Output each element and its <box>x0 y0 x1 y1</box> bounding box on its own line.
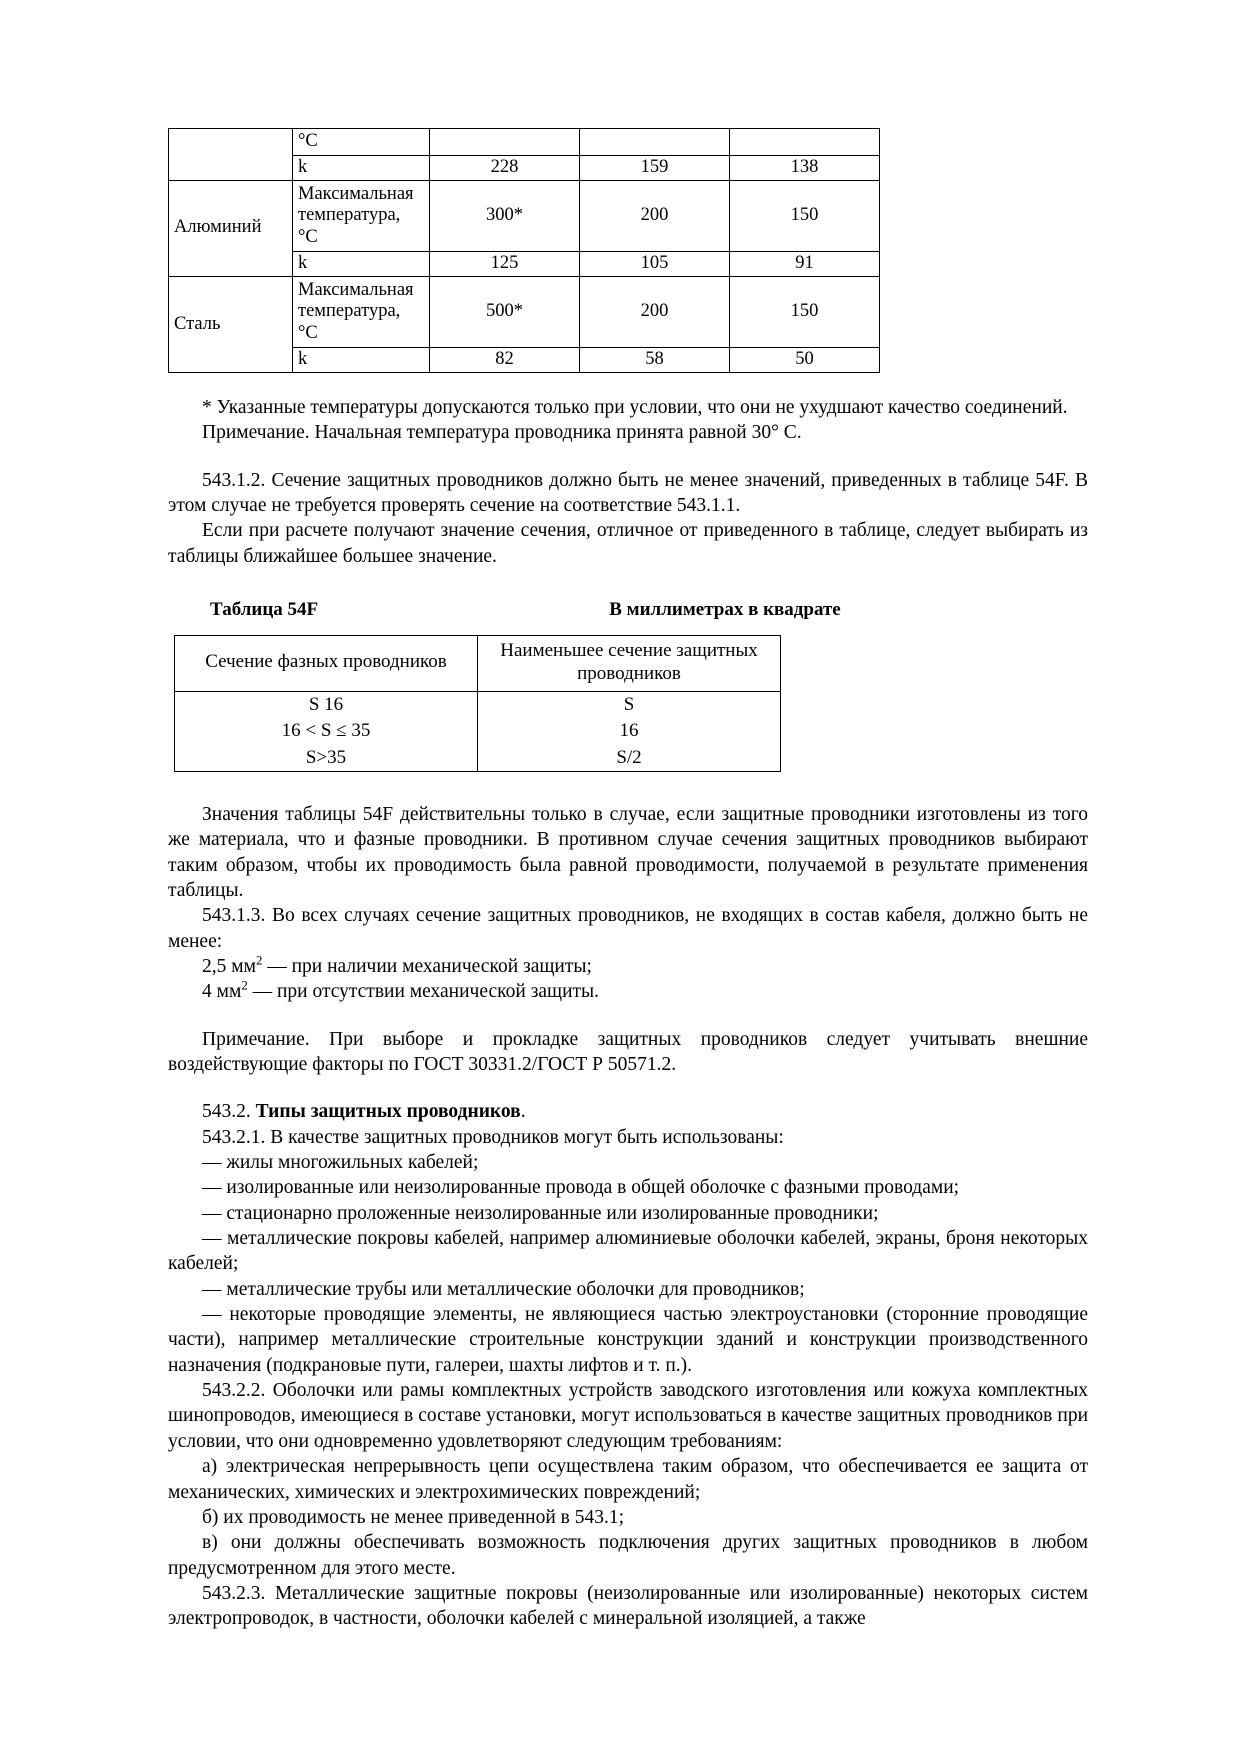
footnote-asterisk: * Указанные температуры допускаются только при условии, что они не ухудшают качество соединений. <box>202 397 1068 419</box>
list-item: — металлические покровы кабелей, например алюминиевые оболочки кабелей, экраны, броня некоторых кабелей; <box>168 1228 1088 1275</box>
value-cell: 200 <box>580 180 730 251</box>
minimum-section-item-2 <box>168 979 1088 1004</box>
table-54f-title: Таблица 54F <box>210 599 319 621</box>
value-cell: 82 <box>430 348 580 373</box>
list-item: — некоторые проводящие элементы, не являющиеся частью электроустановки (сторонние проводящие части), например металлические строительные конструкции зданий и конструкции производственного назначения (подкрановые пути, галереи, шахты лифтов и т. п.). <box>168 1304 1088 1376</box>
value-cell: 200 <box>580 276 730 347</box>
material-cell-steel: Сталь <box>169 276 293 372</box>
header-protective-line2: проводников <box>577 662 681 684</box>
note-initial-temperature: Примечание. Начальная температура проводника принята равной 30° С. <box>202 422 802 444</box>
phase-value: S 16 <box>175 691 478 718</box>
value-cell: 500* <box>430 276 580 347</box>
materials-temperature-table <box>168 128 880 373</box>
table-header-row <box>175 636 781 692</box>
value-cell <box>580 129 730 156</box>
spacer <box>168 446 1088 468</box>
spacer <box>168 1077 1088 1099</box>
protective-value: S/2 <box>478 745 781 772</box>
value-cell <box>430 129 580 156</box>
protective-value: 16 <box>478 718 781 744</box>
clause-543-1-2-paragraph-2: Если при расчете получают значение сечения, отличное от приведенного в таблице, следует выбирать из таблицы ближайшее большее значение. <box>168 520 1088 567</box>
spacer <box>168 373 1088 395</box>
list-item: — металлические трубы или металлические оболочки для проводников; <box>202 1278 805 1300</box>
value-cell: 159 <box>580 155 730 180</box>
list-item: — стационарно проложенные неизолированные или изолированные проводники; <box>202 1202 879 1224</box>
clause-title: Типы защитных проводников <box>255 1101 521 1123</box>
item1-post: — при наличии механической защиты; <box>262 955 592 977</box>
clause-543-2-1-paragraph: 543.2.1. В качестве защитных проводников могут быть использованы: <box>202 1126 784 1148</box>
note-external-factors: Примечание. При выборе и прокладке защитных проводников следует учитывать внешние воздействующие факторы по ГОСТ 30331.2/ГОСТ Р 50571.2. <box>168 1028 1088 1075</box>
clause-543-1-3-paragraph: 543.1.3. Во всех случаях сечение защитных проводников, не входящих в состав кабеля, должно быть не менее: <box>168 905 1088 952</box>
value-cell: 105 <box>580 252 730 277</box>
material-cell-blank <box>169 129 293 181</box>
header-phase-section: Сечение фазных проводников <box>175 636 478 692</box>
clause-543-2-2-sub-b: б) их проводимость не менее приведенной в 543.1; <box>202 1506 625 1528</box>
clause-543-2-2-sub-a: а) электрическая непрерывность цепи осуществлена таким образом, что обеспечивается ее защита от механических, химических и электрохимических повреждений; <box>168 1456 1088 1503</box>
phase-value: 16 < S ≤ 35 <box>175 718 478 744</box>
material-cell-aluminium: Алюминий <box>169 180 293 276</box>
item1-pre: 2,5 мм <box>202 955 256 977</box>
param-cell: Максимальная температура, °C <box>293 180 430 251</box>
item2-pre: 4 мм <box>202 981 242 1003</box>
table-row <box>175 691 781 718</box>
table-row <box>175 718 781 744</box>
value-cell: 125 <box>430 252 580 277</box>
protective-value: S <box>478 691 781 718</box>
clause-543-1-2-paragraph-1: 543.1.2. Сечение защитных проводников должно быть не менее значений, приведенных в таблице 54F. В этом случае не требуется проверять сечение на соответствие 543.1.1. <box>168 469 1088 517</box>
clause-543-2-2-sub-v: в) они должны обеспечивать возможность подключения других защитных проводников в любом предусмотренном для этого месте. <box>168 1532 1088 1579</box>
param-cell: k <box>293 155 430 180</box>
table-row <box>169 180 880 251</box>
table-54f-caption <box>210 599 940 621</box>
clause-number: 543.2. <box>202 1101 256 1123</box>
param-cell: Максимальная температура, °C <box>293 276 430 347</box>
value-cell: 228 <box>430 155 580 180</box>
value-cell: 50 <box>730 348 880 373</box>
page-content <box>168 128 1088 1632</box>
header-protective-section <box>478 636 781 692</box>
phase-value: S>35 <box>175 745 478 772</box>
table-row <box>175 745 781 772</box>
spacer <box>168 772 1088 802</box>
spacer <box>168 569 1088 599</box>
table-54f <box>174 635 781 772</box>
spacer <box>168 1005 1088 1027</box>
minimum-section-item-1 <box>168 954 1088 979</box>
value-cell <box>730 129 880 156</box>
table-54f-validity-paragraph: Значения таблицы 54F действительны только в случае, если защитные проводники изготовлены из того же материала, что и фазные проводники. В противном случае сечения защитных проводников выбирают таким образом, чтобы их проводимость была равной проводимости, получаемой в результате применения таблицы. <box>168 803 1088 901</box>
item2-post: — при отсутствии механической защиты. <box>247 981 599 1003</box>
clause-543-2-3-paragraph: 543.2.3. Металлические защитные покровы (неизолированные или изолированные) некоторых систем электропроводок, в частности, оболочки кабелей с минеральной изоляцией, а также <box>168 1582 1088 1630</box>
list-item: — изолированные или неизолированные провода в общей оболочке с фазными проводами; <box>202 1177 960 1199</box>
clause-title-period: . <box>520 1101 526 1123</box>
list-item: — жилы многожильных кабелей; <box>202 1152 479 1174</box>
value-cell: 150 <box>730 180 880 251</box>
table-row <box>169 129 880 156</box>
param-cell: °C <box>293 129 430 156</box>
value-cell: 300* <box>430 180 580 251</box>
value-cell: 138 <box>730 155 880 180</box>
table-row <box>169 276 880 347</box>
param-cell: k <box>293 252 430 277</box>
header-protective-line1: Наименьшее сечение защитных <box>500 640 758 662</box>
item1-superscript: 2 <box>255 953 263 968</box>
value-cell: 150 <box>730 276 880 347</box>
table-54f-units: В миллиметрах в квадрате <box>609 599 841 621</box>
value-cell: 91 <box>730 252 880 277</box>
value-cell: 58 <box>580 348 730 373</box>
param-cell: k <box>293 348 430 373</box>
clause-543-2-heading <box>168 1099 1088 1124</box>
clause-543-2-2-paragraph: 543.2.2. Оболочки или рамы комплектных устройств заводского изготовления или кожуха комплектных шинопроводов, имеющиеся в составе установки, могут использоваться в качестве защитных проводников при условии, что они одновременно удовлетворяют следующим требованиям: <box>168 1380 1088 1452</box>
item2-superscript: 2 <box>241 978 248 993</box>
